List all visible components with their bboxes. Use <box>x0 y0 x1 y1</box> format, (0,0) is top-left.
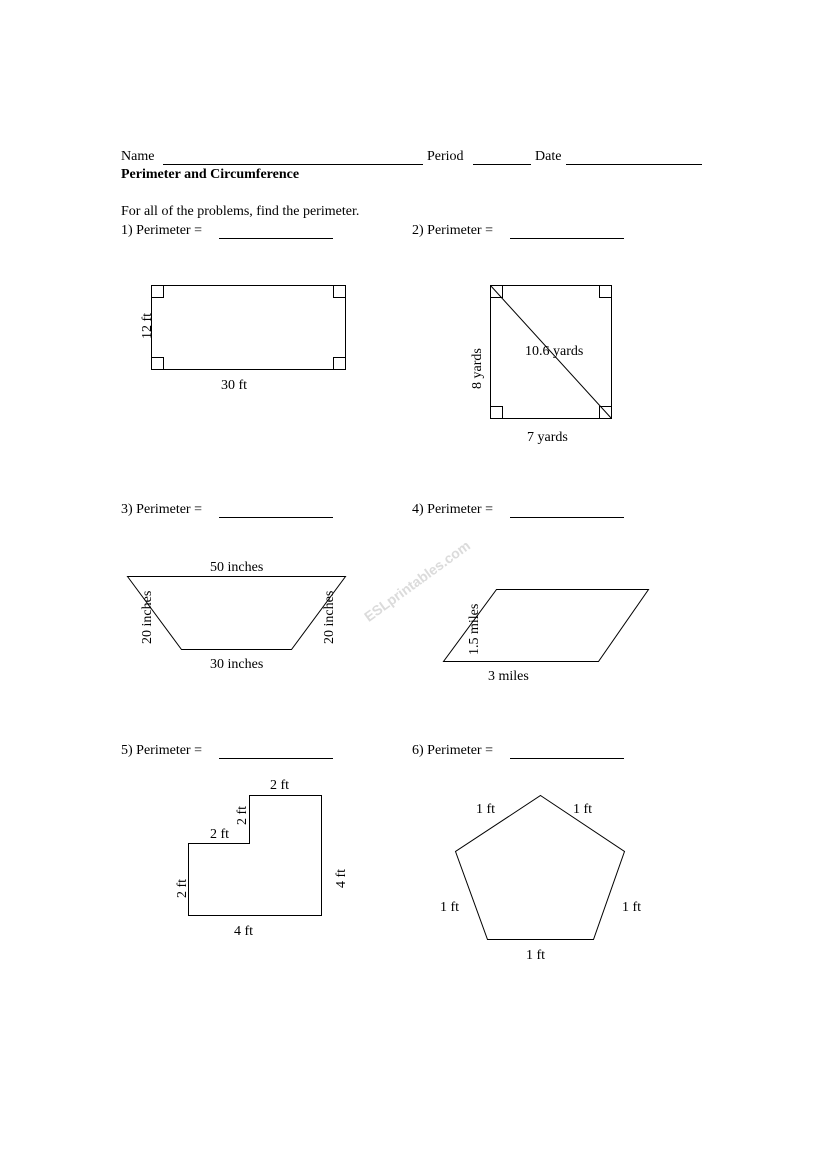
problem-3-label: 3) Perimeter = <box>121 502 202 517</box>
l-shape-right-label: 4 ft <box>334 868 349 888</box>
square-diagonal-label: 10.6 yards <box>525 344 584 359</box>
problem-2-label: 2) Perimeter = <box>412 223 493 238</box>
pentagon-left-label: 1 ft <box>440 900 460 915</box>
trapezoid-bottom-label: 30 inches <box>210 657 264 672</box>
pentagon-top-right-label: 1 ft <box>573 802 593 817</box>
problem-1-label: 1) Perimeter = <box>121 223 202 238</box>
l-shape-left-label: 2 ft <box>175 878 190 898</box>
rectangle-figure <box>152 286 346 370</box>
worksheet-title: Perimeter and Circumference <box>121 167 300 182</box>
square-side-label: 8 yards <box>470 348 485 389</box>
instructions: For all of the problems, find the perimeter. <box>121 204 360 219</box>
problem-5-label: 5) Perimeter = <box>121 743 202 758</box>
pentagon-right-label: 1 ft <box>622 900 642 915</box>
trapezoid-figure <box>128 577 346 650</box>
problem-6-label: 6) Perimeter = <box>412 743 493 758</box>
l-shape-step-horizontal-label: 2 ft <box>210 827 230 842</box>
trapezoid-left-label: 20 inches <box>140 590 155 644</box>
l-shape-bottom-label: 4 ft <box>234 924 254 939</box>
parallelogram-side-label: 1.5 miles <box>467 603 482 655</box>
trapezoid-right-label: 20 inches <box>322 590 337 644</box>
rect-bottom-label: 30 ft <box>221 378 248 393</box>
problem-4-label: 4) Perimeter = <box>412 502 493 517</box>
square-bottom-label: 7 yards <box>527 430 568 445</box>
period-label: Period <box>427 149 464 164</box>
rect-side-label: 12 ft <box>140 312 155 339</box>
trapezoid-top-label: 50 inches <box>210 560 264 575</box>
watermark: ESLprintables.com <box>361 537 474 625</box>
l-shape-figure <box>189 796 322 916</box>
pentagon-top-left-label: 1 ft <box>476 802 496 817</box>
date-label: Date <box>535 149 562 164</box>
pentagon-bottom-label: 1 ft <box>526 948 546 963</box>
name-label: Name <box>121 149 155 164</box>
l-shape-top-label: 2 ft <box>270 778 290 793</box>
pentagon-figure <box>456 796 625 940</box>
l-shape-step-vertical-label: 2 ft <box>235 805 250 825</box>
parallelogram-bottom-label: 3 miles <box>488 669 529 684</box>
